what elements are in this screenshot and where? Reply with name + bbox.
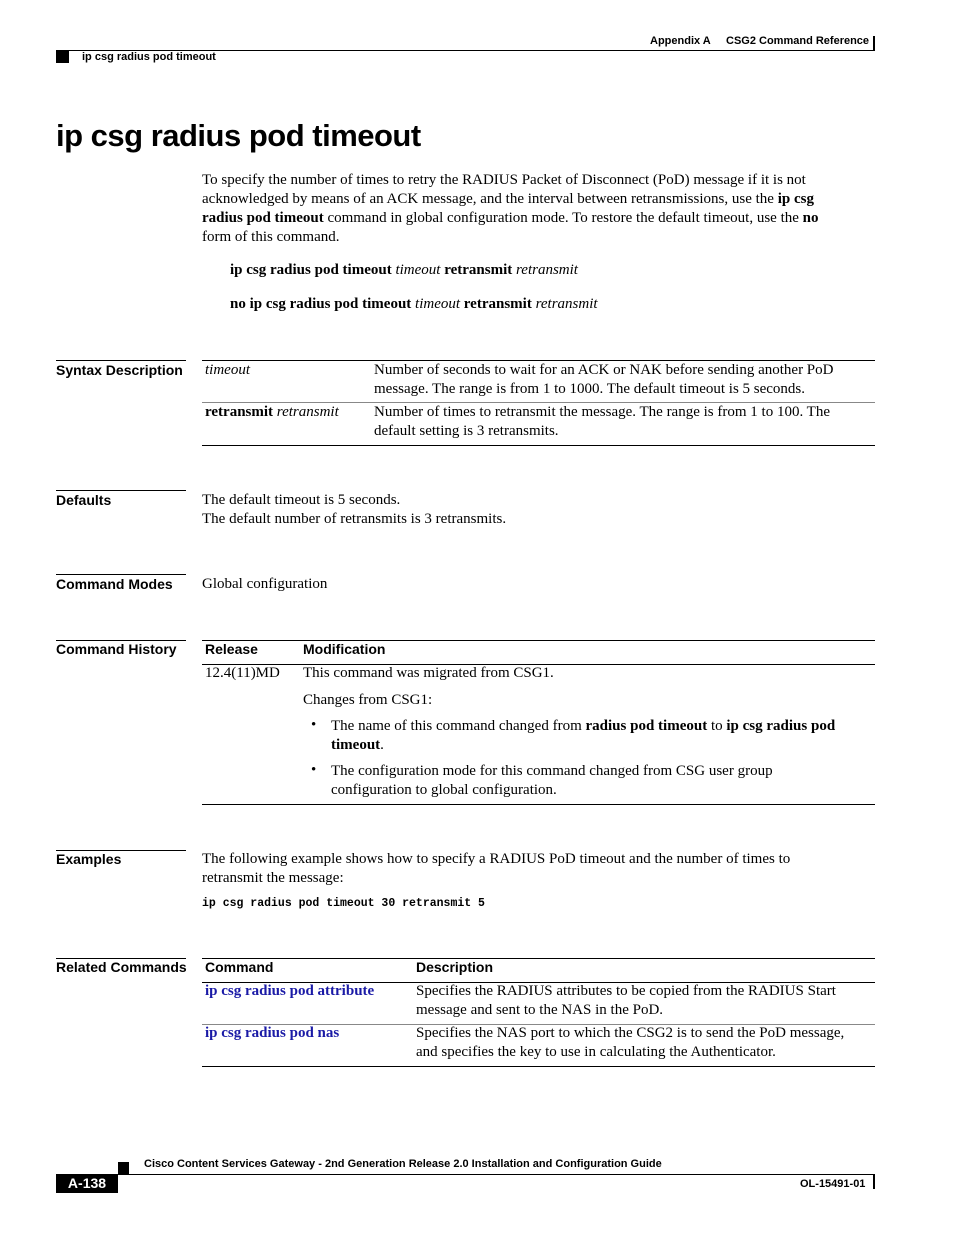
table-bottom-rule	[202, 1066, 875, 1067]
col-header-command: Command	[205, 959, 274, 975]
footer-doc-id: OL-15491-01	[800, 1178, 866, 1190]
param-retransmit-desc: Number of times to retransmit the message. The range is from 1 to 100. The default setting is 3 retransmits.	[374, 404, 831, 439]
footer-marker-block	[118, 1162, 129, 1174]
intro-line: acknowledged by means of an ACK message, and the interval between retransmissions, use the ip csg	[202, 191, 814, 207]
table-bottom-rule	[202, 445, 875, 446]
intro-line: form of this command.	[202, 229, 340, 245]
table-bottom-rule	[202, 804, 875, 805]
header-appendix: Appendix A	[650, 35, 711, 47]
section-heading-defaults: Defaults	[56, 492, 112, 508]
related-link-pod-nas[interactable]: ip csg radius pod nas	[205, 1025, 340, 1041]
header-marker-block	[56, 51, 69, 63]
intro-paragraph	[202, 171, 882, 247]
history-bullet-1: The name of this command changed from radius pod timeout to ip csg radius pod timeout.	[331, 718, 836, 753]
page-title: ip csg radius pod timeout	[56, 118, 421, 153]
col-header-description: Description	[416, 959, 494, 975]
history-bullet-2: The configuration mode for this command changed from CSG user group configuration to global configuration.	[331, 763, 773, 798]
col-header-modification: Modification	[303, 641, 386, 657]
col-header-release: Release	[205, 641, 258, 657]
syntax-line: ip csg radius pod timeout timeout retransmit retransmit	[230, 262, 578, 278]
command-modes-text: Global configuration	[202, 576, 328, 592]
defaults-text: The default timeout is 5 seconds. The default number of retransmits is 3 retransmits.	[202, 492, 507, 527]
header-chapter: CSG2 Command Reference	[726, 35, 870, 47]
footer-vertical-rule	[873, 1174, 875, 1189]
history-mod-2: Changes from CSG1:	[303, 692, 433, 708]
section-heading-command-history: Command History	[56, 641, 177, 657]
bullet-icon: •	[311, 762, 317, 778]
bullet-icon: •	[311, 717, 317, 733]
header-vertical-rule	[873, 36, 875, 51]
example-code: ip csg radius pod timeout 30 retransmit 5	[202, 897, 485, 910]
param-timeout-desc: Number of seconds to wait for an ACK or NAK before sending another PoD message. The range is from 1 to 1000. The default timeout is 5 seconds.	[374, 362, 834, 397]
param-retransmit: retransmit retransmit	[205, 404, 339, 420]
intro-line: To specify the number of times to retry the RADIUS Packet of Disconnect (PoD) message if it is not	[202, 172, 806, 188]
section-heading-syntax-description: Syntax Description	[56, 362, 183, 378]
param-timeout: timeout	[205, 362, 250, 378]
page-number-box	[56, 1174, 118, 1193]
header-section: ip csg radius pod timeout	[82, 51, 216, 63]
page-number: A-138	[67, 1175, 107, 1191]
intro-line: radius pod timeout command in global configuration mode. To restore the default timeout, use the no	[202, 210, 819, 226]
related-link-pod-attribute[interactable]: ip csg radius pod attribute	[205, 983, 375, 999]
section-rule	[56, 360, 186, 361]
history-mod-1: This command was migrated from CSG1.	[303, 665, 554, 681]
section-heading-command-modes: Command Modes	[56, 576, 173, 592]
syntax-line-no: no ip csg radius pod timeout timeout retransmit retransmit	[230, 296, 598, 312]
section-rule	[56, 490, 186, 491]
related-desc: Specifies the NAS port to which the CSG2 is to send the PoD message, and specifies the key to use in calculating the Authenticator.	[416, 1025, 845, 1060]
history-release: 12.4(11)MD	[205, 665, 280, 681]
examples-text: The following example shows how to specify a RADIUS PoD timeout and the number of times to retransmit the message:	[202, 851, 791, 886]
section-heading-related-commands: Related Commands	[56, 959, 187, 975]
section-heading-examples: Examples	[56, 851, 122, 867]
section-rule	[56, 574, 186, 575]
footer-guide-title: Cisco Content Services Gateway - 2nd Generation Release 2.0 Installation and Configuration Guide	[144, 1158, 662, 1170]
related-desc: Specifies the RADIUS attributes to be copied from the RADIUS Start message and sent to the NAS in the PoD.	[416, 983, 836, 1018]
footer-rule	[56, 1174, 875, 1175]
table-top-rule	[202, 958, 875, 959]
